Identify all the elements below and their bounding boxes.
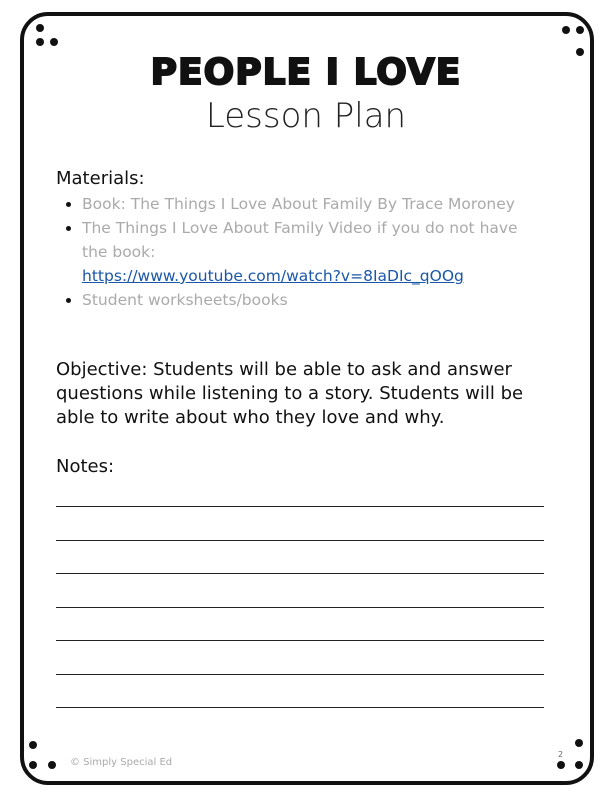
decorative-dot (29, 741, 37, 749)
notes-line (56, 707, 544, 708)
decorative-dot (48, 761, 56, 769)
decorative-dot (575, 739, 583, 747)
notes-line (56, 607, 544, 608)
decorative-dot (36, 24, 44, 32)
notes-line (56, 540, 544, 541)
materials-heading: Materials: (56, 168, 145, 189)
page-number: 2 (558, 750, 564, 759)
notes-heading: Notes: (56, 456, 115, 477)
decorative-dot (36, 38, 44, 46)
decorative-dot (575, 761, 583, 769)
copyright: © Simply Special Ed (70, 757, 173, 768)
page-subtitle: Lesson Plan (205, 96, 407, 136)
decorative-dot (29, 761, 37, 769)
page-title: PEOPLE I LOVE (150, 52, 462, 93)
notes-line (56, 506, 544, 507)
video-link[interactable]: https://www.youtube.com/watch?v=8IaDIc_qOOg (82, 267, 464, 285)
notes-line (56, 640, 544, 641)
materials-item: • Book: The Things I Love About Family By Trace Moroney (82, 192, 526, 216)
materials-item: • Student worksheets/books (82, 288, 526, 312)
materials-list (56, 192, 526, 312)
decorative-dot (562, 26, 570, 34)
decorative-dot (557, 761, 565, 769)
notes-line (56, 573, 544, 574)
objective-text: Objective: Students will be able to ask and answer questions while listening to a story. Students will be able to write about who they love and why. (56, 359, 524, 428)
materials-item (82, 216, 526, 288)
decorative-dot (576, 26, 584, 34)
materials-item-text: The Things I Love About Family Video if you do not have the book: (82, 219, 518, 261)
notes-line (56, 674, 544, 675)
decorative-dot (50, 38, 58, 46)
